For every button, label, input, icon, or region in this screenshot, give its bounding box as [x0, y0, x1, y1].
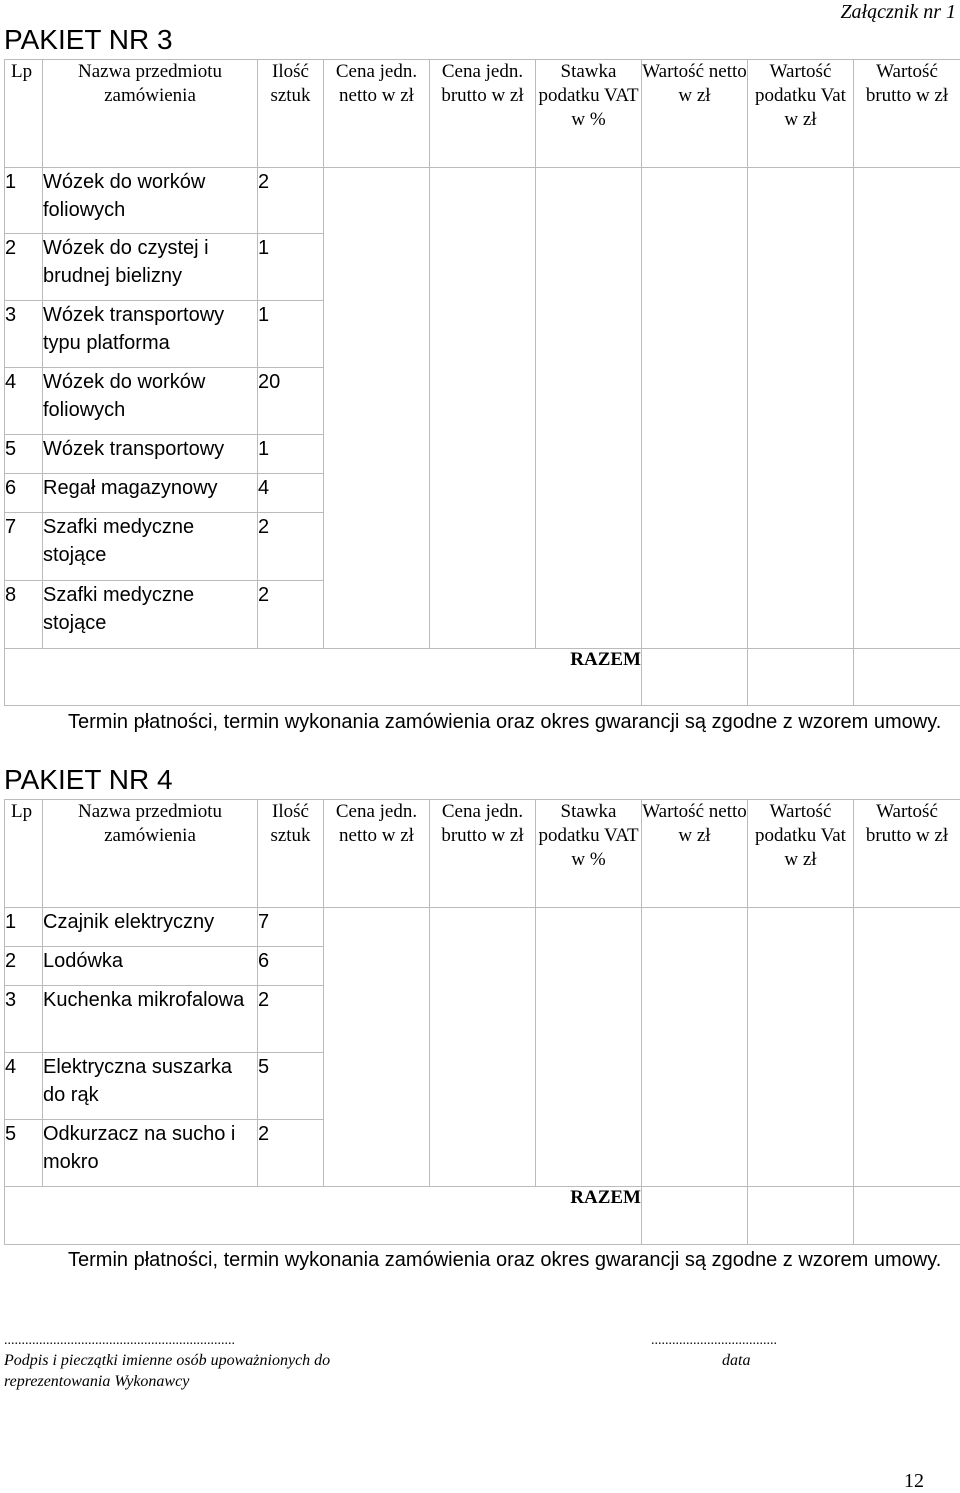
- row-name: Kuchenka mikrofalowa: [43, 986, 258, 1053]
- table-row: [5, 513, 960, 581]
- empty-value-cell[interactable]: [324, 581, 430, 649]
- row-qty: 7: [258, 908, 324, 947]
- empty-value-cell[interactable]: [324, 513, 430, 581]
- table-row: [5, 947, 960, 986]
- table-row: [5, 581, 960, 649]
- empty-value-cell[interactable]: [324, 168, 430, 234]
- empty-value-cell[interactable]: [642, 435, 748, 474]
- row-qty: 2: [258, 581, 324, 649]
- empty-value-cell[interactable]: [324, 1120, 430, 1187]
- empty-value-cell[interactable]: [324, 301, 430, 368]
- empty-value-cell[interactable]: [642, 986, 748, 1053]
- empty-value-cell[interactable]: [642, 168, 748, 234]
- table-header-row: [5, 800, 960, 908]
- row-lp: 5: [5, 1120, 43, 1187]
- total-value-cell[interactable]: [642, 649, 748, 706]
- empty-value-cell[interactable]: [748, 234, 854, 301]
- row-name: Elektryczna suszarka do rąk: [43, 1053, 258, 1120]
- header-name: Nazwa przedmiotu zamówienia: [43, 800, 258, 908]
- table-row: [5, 908, 960, 947]
- empty-value-cell[interactable]: [854, 513, 960, 581]
- table-row: [5, 234, 960, 301]
- empty-value-cell[interactable]: [854, 474, 960, 513]
- empty-value-cell[interactable]: [854, 234, 960, 301]
- package4-title: PAKIET NR 4: [4, 764, 173, 796]
- empty-value-cell[interactable]: [536, 368, 642, 435]
- empty-value-cell[interactable]: [324, 908, 430, 947]
- empty-value-cell[interactable]: [854, 581, 960, 649]
- row-qty: 20: [258, 368, 324, 435]
- empty-value-cell[interactable]: [430, 301, 536, 368]
- header-value-vat: Wartość podatku Vat w zł: [748, 800, 854, 908]
- empty-value-cell[interactable]: [430, 368, 536, 435]
- row-name: Wózek transportowy typu platforma: [43, 301, 258, 368]
- empty-value-cell[interactable]: [748, 513, 854, 581]
- empty-value-cell[interactable]: [430, 513, 536, 581]
- row-name: Wózek do worków foliowych: [43, 368, 258, 435]
- header-unit-net: Cena jedn. netto w zł: [324, 60, 430, 168]
- empty-value-cell[interactable]: [430, 1120, 536, 1187]
- empty-value-cell[interactable]: [854, 1053, 960, 1120]
- header-value-gross: Wartość brutto w zł: [854, 800, 960, 908]
- table-header-row: [5, 60, 960, 168]
- row-name: Czajnik elektryczny: [43, 908, 258, 947]
- empty-value-cell[interactable]: [854, 947, 960, 986]
- package4-table: [4, 799, 960, 1245]
- package3-note: Termin płatności, termin wykonania zamówienia oraz okres gwarancji są zgodne z wzorem umowy.: [68, 708, 958, 736]
- header-unit-gross: Cena jedn. brutto w zł: [430, 60, 536, 168]
- total-label: RAZEM: [5, 1187, 642, 1245]
- table-row: [5, 474, 960, 513]
- empty-value-cell[interactable]: [854, 1120, 960, 1187]
- empty-value-cell[interactable]: [642, 1053, 748, 1120]
- empty-value-cell[interactable]: [642, 513, 748, 581]
- empty-value-cell[interactable]: [642, 947, 748, 986]
- row-lp: 6: [5, 474, 43, 513]
- row-name: Wózek transportowy: [43, 435, 258, 474]
- header-vat-rate: Stawka podatku VAT w %: [536, 60, 642, 168]
- empty-value-cell[interactable]: [854, 908, 960, 947]
- header-name: Nazwa przedmiotu zamówienia: [43, 60, 258, 168]
- empty-value-cell[interactable]: [748, 1053, 854, 1120]
- signature-dots: ..................................................................: [4, 1333, 235, 1349]
- row-name: Wózek do worków foliowych: [43, 168, 258, 234]
- empty-value-cell[interactable]: [748, 581, 854, 649]
- row-lp: 7: [5, 513, 43, 581]
- empty-value-cell[interactable]: [748, 947, 854, 986]
- header-unit-net: Cena jedn. netto w zł: [324, 800, 430, 908]
- empty-value-cell[interactable]: [642, 234, 748, 301]
- header-lp: Lp: [5, 60, 43, 168]
- empty-value-cell[interactable]: [430, 474, 536, 513]
- header-unit-gross: Cena jedn. brutto w zł: [430, 800, 536, 908]
- empty-value-cell[interactable]: [430, 581, 536, 649]
- empty-value-cell[interactable]: [748, 908, 854, 947]
- row-lp: 1: [5, 908, 43, 947]
- empty-value-cell[interactable]: [748, 986, 854, 1053]
- empty-value-cell[interactable]: [430, 168, 536, 234]
- empty-value-cell[interactable]: [536, 474, 642, 513]
- empty-value-cell[interactable]: [536, 234, 642, 301]
- table-row: [5, 1120, 960, 1187]
- empty-value-cell[interactable]: [748, 1120, 854, 1187]
- row-name: Wózek do czystej i brudnej bielizny: [43, 234, 258, 301]
- signature-label: Podpis i pieczątki imienne osób upoważnionych do reprezentowania Wykonawcy: [4, 1350, 384, 1392]
- empty-value-cell[interactable]: [324, 947, 430, 986]
- attachment-label: Załącznik nr 1: [840, 1, 956, 24]
- table-row: [5, 1053, 960, 1120]
- total-row: [5, 649, 960, 706]
- empty-value-cell[interactable]: [536, 168, 642, 234]
- row-name: Odkurzacz na sucho i mokro: [43, 1120, 258, 1187]
- empty-value-cell[interactable]: [854, 168, 960, 234]
- total-value-cell[interactable]: [748, 649, 854, 706]
- empty-value-cell[interactable]: [536, 986, 642, 1053]
- page-number: 12: [904, 1470, 924, 1493]
- table-row: [5, 986, 960, 1053]
- row-qty: 1: [258, 234, 324, 301]
- row-name: Lodówka: [43, 947, 258, 986]
- package3-table: [4, 59, 960, 706]
- empty-value-cell[interactable]: [854, 435, 960, 474]
- date-label: data: [722, 1350, 750, 1371]
- package4-note: Termin płatności, termin wykonania zamówienia oraz okres gwarancji są zgodne z wzorem umowy.: [68, 1246, 958, 1274]
- empty-value-cell[interactable]: [854, 986, 960, 1053]
- header-value-gross: Wartość brutto w zł: [854, 60, 960, 168]
- package3-title: PAKIET NR 3: [4, 24, 173, 56]
- row-qty: 5: [258, 1053, 324, 1120]
- empty-value-cell[interactable]: [748, 435, 854, 474]
- row-name: Szafki medyczne stojące: [43, 581, 258, 649]
- header-qty: Ilość sztuk: [258, 60, 324, 168]
- empty-value-cell[interactable]: [536, 301, 642, 368]
- total-value-cell[interactable]: [642, 1187, 748, 1245]
- empty-value-cell[interactable]: [324, 986, 430, 1053]
- row-lp: 2: [5, 234, 43, 301]
- table-row: [5, 368, 960, 435]
- date-dots: ....................................: [651, 1333, 777, 1349]
- row-qty: 2: [258, 168, 324, 234]
- empty-value-cell[interactable]: [430, 986, 536, 1053]
- header-value-net: Wartość netto w zł: [642, 800, 748, 908]
- table-row: [5, 301, 960, 368]
- empty-value-cell[interactable]: [536, 908, 642, 947]
- row-lp: 4: [5, 368, 43, 435]
- row-name: Szafki medyczne stojące: [43, 513, 258, 581]
- empty-value-cell[interactable]: [324, 234, 430, 301]
- empty-value-cell[interactable]: [536, 435, 642, 474]
- empty-value-cell[interactable]: [536, 1053, 642, 1120]
- empty-value-cell[interactable]: [430, 234, 536, 301]
- row-lp: 4: [5, 1053, 43, 1120]
- table-row: [5, 435, 960, 474]
- empty-value-cell[interactable]: [642, 368, 748, 435]
- empty-value-cell[interactable]: [430, 435, 536, 474]
- table-row: [5, 168, 960, 234]
- empty-value-cell[interactable]: [324, 474, 430, 513]
- row-lp: 1: [5, 168, 43, 234]
- empty-value-cell[interactable]: [536, 1120, 642, 1187]
- total-value-cell[interactable]: [854, 1187, 960, 1245]
- empty-value-cell[interactable]: [536, 513, 642, 581]
- header-qty: Ilość sztuk: [258, 800, 324, 908]
- empty-value-cell[interactable]: [748, 168, 854, 234]
- empty-value-cell[interactable]: [748, 474, 854, 513]
- row-qty: 1: [258, 435, 324, 474]
- row-name: Regał magazynowy: [43, 474, 258, 513]
- header-value-vat: Wartość podatku Vat w zł: [748, 60, 854, 168]
- total-value-cell[interactable]: [854, 649, 960, 706]
- total-label: RAZEM: [5, 649, 642, 706]
- row-qty: 4: [258, 474, 324, 513]
- row-lp: 2: [5, 947, 43, 986]
- empty-value-cell[interactable]: [642, 301, 748, 368]
- empty-value-cell[interactable]: [854, 301, 960, 368]
- row-lp: 8: [5, 581, 43, 649]
- empty-value-cell[interactable]: [642, 908, 748, 947]
- empty-value-cell[interactable]: [642, 474, 748, 513]
- header-vat-rate: Stawka podatku VAT w %: [536, 800, 642, 908]
- empty-value-cell[interactable]: [642, 1120, 748, 1187]
- empty-value-cell[interactable]: [536, 947, 642, 986]
- empty-value-cell[interactable]: [324, 435, 430, 474]
- row-qty: 2: [258, 513, 324, 581]
- empty-value-cell[interactable]: [324, 1053, 430, 1120]
- row-qty: 2: [258, 986, 324, 1053]
- empty-value-cell[interactable]: [642, 581, 748, 649]
- header-value-net: Wartość netto w zł: [642, 60, 748, 168]
- empty-value-cell[interactable]: [430, 1053, 536, 1120]
- row-qty: 1: [258, 301, 324, 368]
- row-lp: 3: [5, 301, 43, 368]
- row-qty: 2: [258, 1120, 324, 1187]
- total-value-cell[interactable]: [748, 1187, 854, 1245]
- row-lp: 5: [5, 435, 43, 474]
- empty-value-cell[interactable]: [536, 581, 642, 649]
- empty-value-cell[interactable]: [430, 947, 536, 986]
- empty-value-cell[interactable]: [854, 368, 960, 435]
- row-lp: 3: [5, 986, 43, 1053]
- total-row: [5, 1187, 960, 1245]
- empty-value-cell[interactable]: [748, 368, 854, 435]
- header-lp: Lp: [5, 800, 43, 908]
- row-qty: 6: [258, 947, 324, 986]
- empty-value-cell[interactable]: [324, 368, 430, 435]
- empty-value-cell[interactable]: [430, 908, 536, 947]
- empty-value-cell[interactable]: [748, 301, 854, 368]
